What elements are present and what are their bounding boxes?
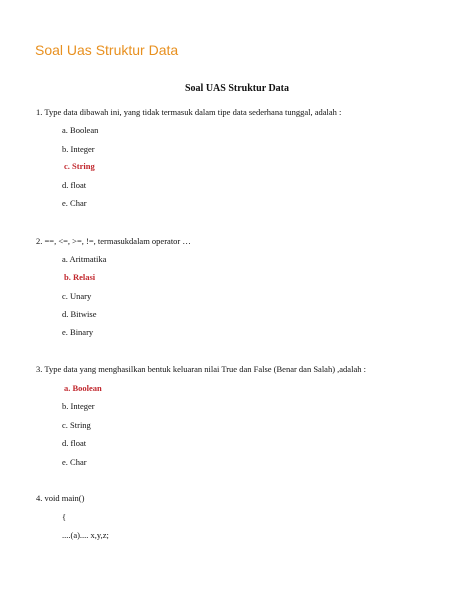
question-3-option-d: d. float — [62, 438, 87, 448]
question-1-option-a: a. Boolean — [62, 125, 99, 135]
question-1-option-d: d. float — [62, 180, 87, 190]
question-2: 2. ==, <=, >=, !=, termasukdalam operator … — [36, 236, 191, 246]
question-2-option-c: c. Unary — [62, 291, 92, 301]
question-2-option-a: a. Aritmatika — [62, 254, 107, 264]
document-title: Soal Uas Struktur Data — [35, 42, 179, 58]
question-1-option-c-correct: c. String — [64, 161, 95, 171]
question-2-option-e: e. Binary — [62, 327, 94, 337]
question-3-option-e: e. Char — [62, 457, 87, 467]
question-3-option-c: c. String — [62, 420, 91, 430]
question-4-code-line-1: { — [62, 512, 67, 522]
question-3-option-b: b. Integer — [62, 401, 95, 411]
question-2-option-b-correct: b. Relasi — [64, 272, 96, 282]
question-1-option-b: b. Integer — [62, 144, 95, 154]
question-3: 3. Type data yang menghasilkan bentuk keluaran nilai True dan False (Benar dan Salah) ,adalah : — [36, 364, 366, 374]
question-3-option-a-correct: a. Boolean — [64, 383, 102, 393]
question-1-option-e: e. Char — [62, 198, 87, 208]
question-4-code-line-2: ....(a).... x,y,z; — [62, 530, 109, 540]
question-2-option-d: d. Bitwise — [62, 309, 97, 319]
section-title: Soal UAS Struktur Data — [185, 83, 289, 94]
question-4: 4. void main() — [36, 493, 85, 503]
question-1: 1. Type data dibawah ini, yang tidak termasuk dalam tipe data sederhana tunggal, adalah : — [36, 107, 342, 117]
